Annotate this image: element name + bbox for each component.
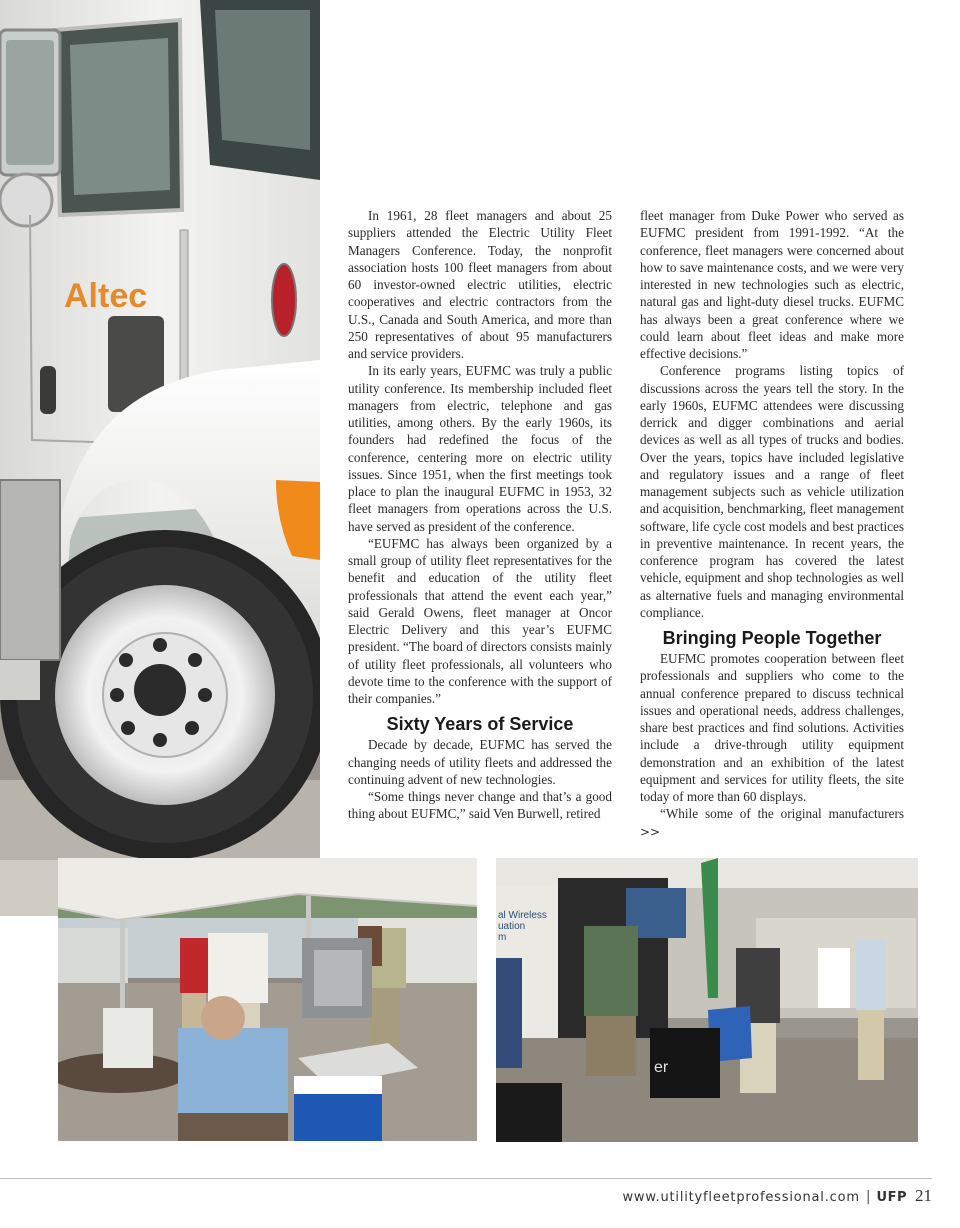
article-column-left xyxy=(348,207,612,823)
continued-text: “While some of the original manufacturers xyxy=(660,806,904,822)
article-column-right xyxy=(640,207,904,841)
body-paragraph: fleet manager from Duke Power who served as EUFMC president from 1991-1992. “At the conference, fleet managers were concerned about how to save maintenance costs, and we were very interested in new technologies such as electric, natural gas and light-duty diesel trucks. EUFMC has always been a great conference where we could learn about fleet ideas and make more effective decisions.” xyxy=(640,208,904,361)
body-paragraph: “EUFMC has always been organized by a small group of utility fleet representatives for the benefit and education of the utility fleet professionals that attend the event each year,” said Gerald Owens, fleet manager at Oncor Electric Delivery and this year’s EUFMC president. “The board of directors consists mainly of utility fleet professionals, all volunteers who devote time to the conference with the support of their companies.” xyxy=(348,535,612,706)
body-paragraph-continued xyxy=(640,805,904,841)
body-paragraph: Conference programs listing topics of discussions across the years tell the story. In the early 1960s, EUFMC attendees were discussing derrick and digger combinations and aerial devices as well as all types of trucks and bodies. Over the years, topics have included legislative and regulatory issues and a range of fleet management subjects such as vehicle utilization and acquisition, benchmarking, fleet management software, life cycle cost models and best practices in preventive maintenance. In recent years, the conference program has covered the latest vehicle, equipment and shop technologies as well as alternative fuels and managing environmental compliance. xyxy=(640,363,904,620)
footer-rule xyxy=(0,1178,932,1179)
continued-arrow-icon: >> xyxy=(640,824,661,839)
section-heading: Bringing People Together xyxy=(662,628,882,648)
body-paragraph: “Some things never change and that’s a good thing about EUFMC,” said Ven Burwell, retired xyxy=(348,789,612,822)
body-paragraph: Decade by decade, EUFMC has served the changing needs of utility fleets and addressed the continuing advent of new technologies. xyxy=(348,737,612,787)
engine-exhibit-photo xyxy=(58,858,477,1141)
body-paragraph: In its early years, EUFMC was truly a public utility conference. Its membership included fleet managers from electric, telephone and gas utilities, among others. By the early 1960s, its founders had redefined the focus of the conference, centering more on electric utility issues. Since 1951, when the first meetings took place to plan the inaugural EUFMC in 1953, 32 fleet managers from operations across the U.S. have served as president of the conference. xyxy=(348,363,612,534)
footer-separator: | xyxy=(865,1189,871,1205)
footer-brand: UFP xyxy=(876,1190,907,1205)
svg-text:Altec: Altec xyxy=(64,277,148,315)
body-paragraph: EUFMC promotes cooperation between fleet professionals and suppliers who come to the annual conference prepared to discuss technical issues and operational needs, address challenges, share best practices and find solutions. Activities include a drive-through utility equipment demonstration and an exhibition of the latest equipment and services for utility fleets, the site today of more than 60 displays. xyxy=(640,651,904,804)
booth-sign-text: al Wireless uation m xyxy=(498,910,547,943)
exhibit-booth-photo xyxy=(496,858,918,1142)
footer-url[interactable]: www.utilityfleetprofessional.com xyxy=(622,1190,860,1205)
page-number: 21 xyxy=(915,1186,932,1205)
body-paragraph: In 1961, 28 fleet managers and about 25 suppliers attended the Electric Utility Fleet Managers Conference. Today, the nonprofit association hosts 100 fleet managers from about 60 investor-owned electric utilities, electric cooperatives and electric contractors from the U.S., Canada and South America, and more than 250 representatives of about 95 manufacturers and service providers. xyxy=(348,208,612,361)
section-heading: Sixty Years of Service xyxy=(386,714,574,735)
page-footer xyxy=(622,1186,932,1206)
truck-photo xyxy=(0,0,320,916)
svg-text:er: er xyxy=(654,1059,669,1076)
